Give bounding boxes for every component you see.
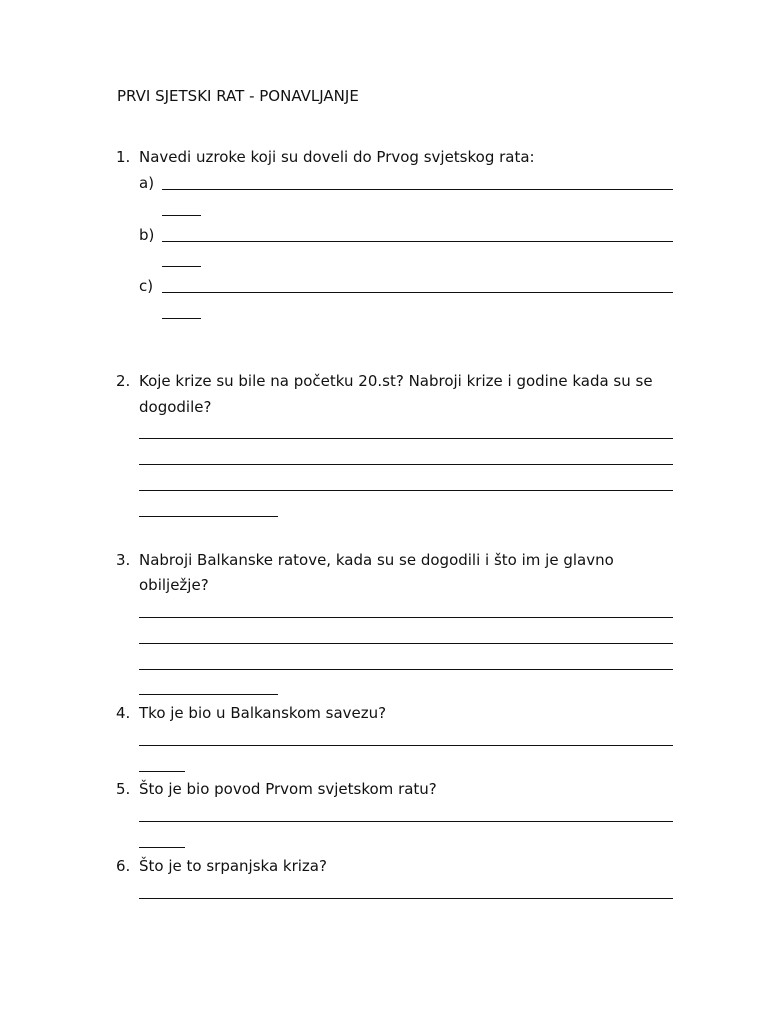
answer-line[interactable] [139, 694, 278, 695]
question-number: 1. [116, 148, 131, 166]
answer-line[interactable] [139, 771, 185, 772]
answer-line[interactable] [162, 266, 201, 267]
question-text-continued: obilježje? [139, 576, 209, 594]
question-text: Tko je bio u Balkanskom savezu? [139, 704, 387, 722]
answer-line[interactable] [162, 241, 673, 242]
question-number: 5. [116, 780, 131, 798]
question-text: Što je to srpanjska kriza? [139, 857, 327, 875]
answer-line[interactable] [162, 215, 201, 216]
question-number: 2. [116, 372, 131, 390]
sub-item-label: a) [139, 174, 155, 192]
question-text: Što je bio povod Prvom svjetskom ratu? [139, 780, 437, 798]
question-number: 6. [116, 857, 131, 875]
sub-item-label: b) [139, 226, 155, 244]
question-text: Koje krize su bile na početku 20.st? Nabroji krize i godine kada su se [139, 372, 653, 390]
answer-line[interactable] [139, 490, 673, 491]
question-number: 4. [116, 704, 131, 722]
sub-item-label: c) [139, 277, 154, 295]
question-text: Navedi uzroke koji su doveli do Prvog svjetskog rata: [139, 148, 535, 166]
answer-line[interactable] [139, 847, 185, 848]
question-text-continued: dogodile? [139, 398, 212, 416]
answer-line[interactable] [139, 617, 673, 618]
answer-line[interactable] [139, 745, 673, 746]
answer-line[interactable] [162, 189, 673, 190]
question-text: Nabroji Balkanske ratove, kada su se dogodili i što im je glavno [139, 551, 614, 569]
answer-line[interactable] [139, 669, 673, 670]
answer-line[interactable] [139, 438, 673, 439]
answer-line[interactable] [139, 516, 278, 517]
answer-line[interactable] [139, 821, 673, 822]
answer-line[interactable] [162, 318, 201, 319]
question-number: 3. [116, 551, 131, 569]
answer-line[interactable] [139, 643, 673, 644]
worksheet-title: PRVI SJETSKI RAT - PONAVLJANJE [117, 87, 359, 105]
answer-line[interactable] [139, 898, 673, 899]
answer-line[interactable] [162, 292, 673, 293]
answer-line[interactable] [139, 464, 673, 465]
